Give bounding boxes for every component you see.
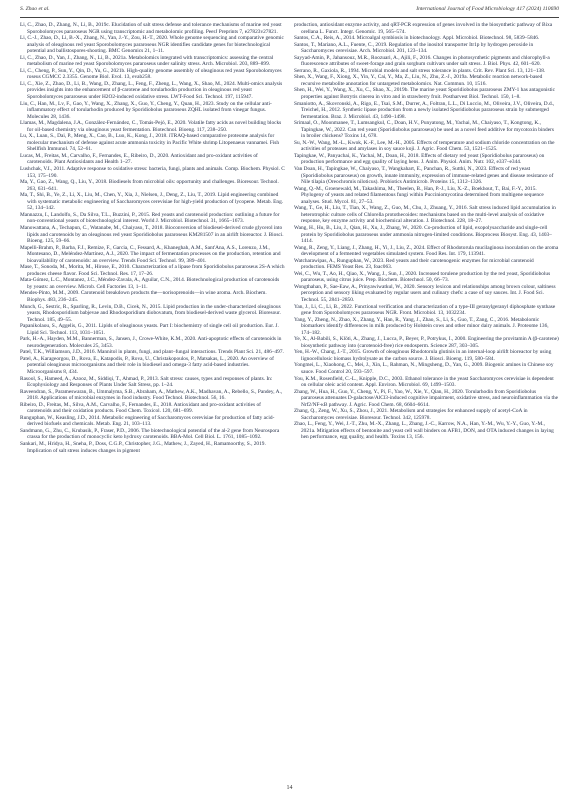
header-rule: [20, 17, 559, 18]
reference-entry: Su, N.-W., Wang, M.-L., Kwok, K.-F., Lee, M.-H., 2005. Effects of temperature and sodium chloride concentration on the activities of proteases and amylases in soy sauce koji. J. Agric. Food Chem. 53, 1521–1525.: [294, 139, 555, 153]
reference-entry: Yongmei, L., Xiaohong, C., Mei, J., Xin, L., Rahman, N., Mingsheng, D., Yan, G., 2009. Biogenic amines in Chinese soy sauce. Food Control 20, 593–597.: [294, 362, 554, 375]
reference-entry: Wang, T., Ge, H., Liu, T., Tian, X., Wang, Z., Guo, M., Chu, J., Zhuang, Y., 2016. Salt stress induced lipid accumulation in heterotrophic culture cells of Chlorella protothecoides: mechanisms based on the multi-level analysis of oxidative response, key enzyme activity and biochemical alteration. J. Biotechnol. 228, 18–27.: [294, 205, 556, 225]
reference-entry: Yang, Y., Zheng, N., Zhao, X., Zhang, Y., Han, R., Yang, J., Zhao, S., Li, S., Guo, T., Zang, C., 2016. Metabolomic biomarkers identify differences in milk produced by Holstein cows and other minor dairy animals. J. Proteome 136, 174–182.: [294, 316, 549, 336]
reference-entry: Li, C., Zhao, D., Yan, J., Zhang, N., Li, B., 2021a. Metabolomics integrated with transcriptomics: assessing the central metabolism of marine red yeast Sporobolomyces pararoseus under salinity stress. Arch. Microbiol. 203, 889–899.: [20, 54, 274, 68]
reference-entry: Shen, X., Wang, F., Xiong, X., Yin, Y., Cai, Y., Ma, Z., Liu, N., Zhu, Z.-J., 2019a. Metabolic reaction network-based recursive metabolite annotation for untargeted metabolomics. Nat. Commun. 10, 1516.: [294, 74, 543, 87]
reference-entry: Mata-Gómez, L.C., Montanez, J.C., Méndez-Zavala, A., Aguilar, C.N., 2014. Biotechnological production of carotenoids by yeasts: an overview. Microb. Cell Factories 13, 1–11.: [20, 277, 280, 290]
references-left-column: [20, 22, 285, 777]
reference-entry: Li, C., Cheng, P., Sun, Y., Qin, D., Yu, G., 2021b. High-quality genome assembly of oleaginous red yeast Sporobolomyces roseus CGMCC 2.3355. Genome Biol. Evol. 13, evab258.: [20, 67, 282, 81]
reference-entry: Li, C.-J., Zhao, D., Li, B.-X., Zhang, N., Yan, J.-Y., Zou, H.-T., 2020. Whole genome sequencing and comparative genomic analysis of oleaginous red yeast Sporobolomyces pararoseus NGR identifies candidate genes for biotechnological potential and ballistospores-shooting. BMC Genomics 21, 1–11.: [20, 35, 284, 55]
reference-entry: Patel, A., Karageorgou, D., Rova, E., Katapodis, P., Rova, U., Christakopoulos, P., Matsakas, L., 2020. An overview of potential oleaginous microorganisms and their role in biodiesel and omega-3 fatty acid-based industries. Microorganisms 8, 434.: [20, 355, 274, 375]
reference-entry: Van Doan, H., Tapingkae, W., Chaiyaso, T., Wangkahart, E., Panchan, R., Sutthi, N., 2023. Effects of red yeast (Sporidiobolus pararoseus) on growth, innate immunity, expression of immune-related genes and disease resistance of Nile tilapia (Oreochromis niloticus). Probiotics Antimicrob. Proteins 15, 1312–1326.: [294, 166, 554, 186]
reference-entry: Sandmann, G., Zhu, C., Krubasik, P., Fraser, P.D., 2006. The biotechnological potential of the al-2 gene from Neurospora crassa for the production of monocyclic keto hydroxy carotenoids. BBA-Mol. Cell Biol. L. 1761, 1085–1092.: [20, 427, 280, 441]
reference-entry: Lucas, M., Freitas, M., Carvalho, F., Fernandes, E., Ribeiro, D., 2020. Antioxidant and pro-oxidant activities of carotenoids. Plant Antioxidants and Health 1–27.: [20, 152, 258, 166]
reference-entry: production, antioxidant enzyme activity, and qRT-PCR expression of genes involved in the biosynthetic pathway of Bixa orellana L. Funct. Integr. Genomic. 19, 565–574.: [294, 22, 553, 35]
reference-entry: Serrano, R., Gaxiola, R., 1994. Microbial models and salt stress tolerance in plants. Crit. Rev. Plant Sci. 13, 121–138.: [294, 67, 546, 74]
reference-entry: Ma, T., Shi, B., Ye, Z., Li, X., Liu, M., Chen, Y., Xia, J., Nielsen, J., Deng, Z., Liu, T., 2019. Lipid engineering combined with systematic metabolic engineering of Saccharomyces cerevisiae for high-yield production of lycopene. Metab. Eng. 52, 134–142.: [20, 192, 284, 212]
reference-entry: Mapelli-Brahm, P., Barba, F.J., Remize, F., Garcia, C., Fessard, A., Khaneghah, A.M., Sant'Ana, A.S., Lorenzo, J.M., Montesano, D., Meléndez-Martínez, A.J., 2020. The impact of fermentation processes on the production, retention and bioavailability of carotenoids: an overview. Trends Food Sci. Technol. 99, 389–401.: [20, 244, 281, 264]
reference-entry: Li, C., Zhao, D., Zhang, N., Li, B., 2019c. Elucidation of salt stress defense and tolerance mechanisms of marine red yeast Sporobolomyces pararoseus NGR using transcriptomic and metabolomic profiling. PeerJ Preprints 7, e27823v27821.: [20, 22, 282, 35]
reference-entry: You, K.M., Rosenfield, C.-L., Knipple, D.C., 2003. Ethanol tolerance in the yeast Saccharomyces cerevisiae is dependent on cellular oleic acid content. Appl. Environ. Microbiol. 69, 1499–1503.: [294, 375, 554, 389]
reference-entry: Srimaal, O., Moonmanee, T., Lumsangkul, C., Doan, H.V., Punyatong, M., Yachai, M., Chaiyaso, T., Kongtong, K., Tapingkae, W., 2022. Can red yeast (Sporidiobolus pararoseus) be used as a novel feed additive for mycotoxin binders in broiler chickens? Toxins 14, 678.: [294, 120, 554, 140]
reference-entry: Lushchak, V.I., 2011. Adaptive response to oxidative stress: bacteria, fungi, plants and animals. Comp. Biochem. Physiol. C 153, 175–190.: [20, 166, 285, 179]
reference-entry: Zhang, W., Hua, H., Guo, Y., Cheng, Y., Pi, F., Yao, W., Xie, Y., Qian, H., 2020. Torularhodin from Sporidiobolus pararoseus attenuates D-galactose/AlCl3-induced cognitive impairment, oxidative stress, and neuroinflammation via the Nrf2/NF-κB pathway. J. Agric. Food Chem. 68, 6604–6614.: [294, 388, 559, 408]
reference-entry: Wang, H., Hu, B., Liu, J., Qian, H., Xu, J., Zhang, W., 2020. Co-production of lipid, exopolysaccharide and single-cell protein by Sporidiobolus pararoseus under ammonia nitrogen-limited conditions. Bioprocess Biosyst. Eng. 43, 1403–1414.: [294, 224, 552, 245]
reference-entry: Tapingkae, W., Panyachai, K., Yachai, M., Doan, H., 2018. Effects of dietary red yeast (Sporidiobolus pararoseus) on production performance and egg quality of laying hens. J. Anim. Physiol. Anim. Nutr. 102, e337–e344.: [294, 152, 545, 166]
reference-entry: Liu, C., Han, M., Lv, F., Gao, Y., Wang, X., Zhang, X., Guo, Y., Cheng, Y., Quan, H., 2023. Study on the cellular anti-inflammatory effect of torularhodin produced by Sporidiobolus pararoseus ZQHL isolated from vinegar fungus. Molecules 28, 1436.: [20, 100, 272, 120]
reference-entry: Wang, R., Zeng, Y., Liang, J., Zhang, H., Yi, J., Liu, Z., 2024. Effect of Rhodotorula mucilaginosa inoculation on the aroma development of a fermented vegetables simulated system. Food Res. Int. 179, 113941.: [294, 244, 559, 258]
reference-entry: Patel, T.K., Williamson, J.D., 2016. Mannitol in plants, fungi, and plant–fungal interactions. Trends Plant Sci. 21, 486–497.: [20, 349, 284, 356]
reference-entry: Yen, H.-W., Chang, J.-T., 2015. Growth of oleaginous Rhodotorula glutinis in an internal-loop airlift bioreactor by using lignocellulosic biomass hydrolysate as the carbon source. J. Biosci. Bioeng. 119, 580–584.: [294, 349, 552, 362]
reference-entry: Papanikolaou, S., Aggelis, G., 2011. Lipids of oleaginous yeasts. Part I: biochemistry of single cell oil production. Eur. J. Lipid Sci. Technol. 113, 1031–1051.: [20, 323, 279, 336]
reference-entry: Santos, T., Mariano, A.L., Fuente, C., 2019. Regulation of the inositol transporter Itr1p by hydrogen peroxide in Saccharomyces cerevisiae. Arch. Microbiol. 201, 123–134.: [294, 41, 534, 55]
reference-entry: Sankari, M., Hridya, H., Sneha, P., Doss, C.G.P., Christopher, J.G., Mathew, J., Zayed, H., Ramamoorthy, S., 2019. Implication of salt stress induces changes in pigment: [20, 441, 266, 454]
reference-entry: Wang, Q.-M., Groenewald, M., Takashima, M., Theelen, B., Han, P.-J., Liu, X.-Z., Boekhout, T., Bai, F.-Y., 2015. Phylogeny of yeasts and related filamentous fungi within Pucciniomycotina determined from multigene sequence analyses. Stud. Mycol. 81, 27–53.: [294, 185, 544, 205]
reference-entry: Munch, G., Sestric, R., Sparling, R., Levin, D.B., Cicek, N., 2015. Lipid production in the under-characterized oleaginous yeasts, Rhodosporidium babjevae and Rhodosporidium diobovatum, from biodiesel-derived waste glycerol. Bioresour. Technol. 185, 49–55.: [20, 303, 281, 323]
reference-entry: Manowattana, A., Techapun, C., Watanabe, M., Chaiyaso, T., 2018. Bioconversion of biodiesel-derived crude glycerol into lipids and carotenoids by an oleaginous red yeast Sporidiobolus pararoseus KM281507 in an airlift bioreactor. J. Biosci. Bioeng. 125, 59–66.: [20, 224, 284, 245]
reference-entry: Shen, H., Wei, Y., Wang, X., Xu, C., Shao, X., 2019b. The marine yeast Sporidiobolus pararoseus ZMY-1 has antagonistic properties against Botrytis cinerea in vitro and in strawberry fruit. Postharvest Biol. Technol. 150, 1–8.: [294, 87, 555, 101]
reference-entry: Zhao, L., Feng, Y., Wei, J.-T., Zhu, M.-X., Zhang, L., Zhang, J.-C., Karrow, N.A., Han, Y.-M., Wu, Y.-Y., Guo, Y.-M., 2021a. Mitigation effects of bentonite and yeast cell wall binders on AFB1, DON, and OTA induced changes in laying hen performance, egg quality, and health. Toxins 13, 156.: [294, 421, 554, 441]
page-number: 14: [286, 785, 293, 791]
reference-entry: Santos, C.A., Reis, A., 2014. Microalgal symbiosis in biotechnology. Appl. Microbiol. Biotechnol. 98, 5839–5846.: [294, 35, 540, 42]
reference-entry: Mendes-Pinto, M.M., 2009. Carotenoid breakdown products the—norisoprenoids—in wine aroma. Arch. Biochem. Biophys. 483, 236–245.: [20, 290, 267, 303]
reference-entry: Wei, C., Wu, T., Ao, H., Qiao, X., Wang, J., Sun, J., 2020. Increased torulene production by the red yeast, Sporidiobolus pararoseus, using citrus juice. Prep. Biochem. Biotechnol. 50, 66–73.: [294, 270, 551, 284]
reference-entry: Smaniotto, A., Skovronski, A., Rigo, E., Tsai, S.M., Durrer, A., Foltran, L.L., Di Luccio, M., Oliveira, J.V., Oliveira, D.d., Treichel, H., 2012. Synthetic lipase production from a newly isolated Sporidiobolus pararoseus strain by submerged fermentation. Braz. J. Microbiol. 43, 1490–1498.: [294, 100, 555, 120]
reference-entry: Mannazzu, I., Landolfo, S., Da Silva, T.L., Buzzini, P., 2015. Red yeasts and carotenoid production: outlining a future for non-conventional yeasts of biotechnological interest. World J. Microbiol. Biotechnol. 31, 1665–1673.: [20, 211, 280, 225]
reference-entry: Park, H.-A., Hayden, M.M., Bannerman, S., Jansen, J., Crowe-White, K.M., 2020. Anti-apoptotic effects of carotenoids in neurodegeneration. Molecules 25, 3453.: [20, 336, 282, 349]
reference-entry: Runguphan, W., Keasling, J.D., 2014. Metabolic engineering of Saccharomyces cerevisiae for production of fatty acid-derived biofuels and chemicals. Metab. Eng. 21, 103–113.: [20, 414, 275, 428]
reference-entry: Mase, T., Sonoda, M., Morita, M., Hirose, E., 2010. Characterization of a lipase from Sporidiobolus pararoseus 2S-A which produces cheese flavor. Food Sci. Technol. Res. 17, 17–26.: [20, 264, 285, 277]
reference-entry: Zhang, Q., Zeng, W., Xu, S., Zhou, J., 2021. Metabolism and strategies for enhanced supply of acetyl-CoA in Saccharomyces cerevisiae. Bioresour. Technol. 342, 125978.: [294, 408, 528, 421]
reference-entry: Yan, J., Li, C., Li, B., 2022. Functional verification and characterization of a type-III geranylgeranyl diphosphate synthase gene from Sporobolomyces pararoseus NGR. Front. Microbiol. 13, 1032234.: [294, 303, 556, 317]
header-journal: International Journal of Food Microbiology 417 (2024) 110690: [416, 6, 559, 12]
reference-entry: Ribeiro, D., Freitas, M., Silva, A.M., Carvalho, F., Fernandes, E., 2018. Antioxidant and pro-oxidant activities of carotenoids and their oxidation products. Food Chem. Toxicol. 120, 681–699.: [20, 401, 261, 415]
reference-entry: Sayyad-Amin, P., Jahansouz, M.R., Roozuari, A., Ajili, F., 2016. Changes in photosynthetic pigments and chlorophyll-a fluorescence attributes of sweet-forage and grain sorghum cultivars under salt stress. J. Biol. Phys. 42, 601–620.: [294, 54, 550, 68]
header-authors: S. Zhao et al.: [20, 6, 50, 12]
reference-entry: Rasool, S., Hameed, A., Azooz, M., Siddiqi, T., Ahmad, P., 2013. Salt stress: causes, types and responses of plants. In: Ecophysiology and Responses of Plants Under Salt Stress, pp. 1–24.: [20, 375, 273, 389]
reference-entry: Llamas, M., Magdalena, J.A., González-Fernández, C., Tomás-Pejó, E., 2020. Volatile fatty acids as novel building blocks for oil-based chemistry via oleaginous yeast fermentation. Biotechnol. Bioeng. 117, 238–250.: [20, 120, 282, 133]
reference-entry: Raveendran, S., Parameswaran, B., Ummalyma, S.B., Abraham, A., Mathew, A.K., Madhavan, A., Rebello, S., Pandey, A., 2018. Applications of microbial enzymes in food industry. Food Technol. Biotechnol. 56, 16.: [20, 388, 283, 402]
references-right-column: [294, 22, 559, 777]
reference-entry: Ye, X., Al-Babili, S., Klöti, A., Zhang, J., Lucca, P., Beyer, P., Potrykus, I., 2000. Engineering the provitamin A (β-carotene) biosynthetic pathway into (carotenoid-free) rice endosperm. Science 287, 303–305.: [294, 336, 559, 349]
reference-entry: Wongthahan, P., Sae-Eaw, A., Prinyawiwatkul, W., 2020. Sensory lexicon and relationships among brown colour, saltiness perception and sensory liking evaluated by regular users and culinary chefs: a case of soy sauces. Int. J. Food Sci. Technol. 55, 2841–2850.: [294, 283, 556, 303]
reference-entry: Ma, Y., Gao, Z., Wang, Q., Liu, Y., 2018. Biodiesels from microbial oils: opportunity and challenges. Bioresour. Technol. 263, 631–641.: [20, 179, 279, 192]
reference-entry: Li, C., Xie, Z., Zhao, D., Li, B., Wang, D., Zhang, L., Feng, F., Zheng, L., Wang, X., Shao, M., 2024. Multi-omics analysis provides insights into the enhancement of β-carotene and torularhodin production in oleaginous red yeast Sporobolomyces pararoseus under H2O2-induced oxidative stress. LWT-Food Sci. Technol. 197, 115947.: [20, 80, 283, 101]
reference-entry: Watcharawipas, A., Runguphan, W., 2023. Red yeasts and their carotenogenic enzymes for microbial carotenoid production. FEMS Yeast Res. 23, foac063.: [294, 257, 534, 271]
reference-entry: Lu, X., Luan, S., Dai, P., Meng, X., Cao, B., Luo, K., Kong, J., 2018. iTRAQ-based comparative proteome analysis for molecular mechanism of defense against acute ammonia toxicity in Pacific White shrimp Litopenaeus vannamei. Fish Shellfish Immunol. 74, 52–61.: [20, 133, 280, 153]
